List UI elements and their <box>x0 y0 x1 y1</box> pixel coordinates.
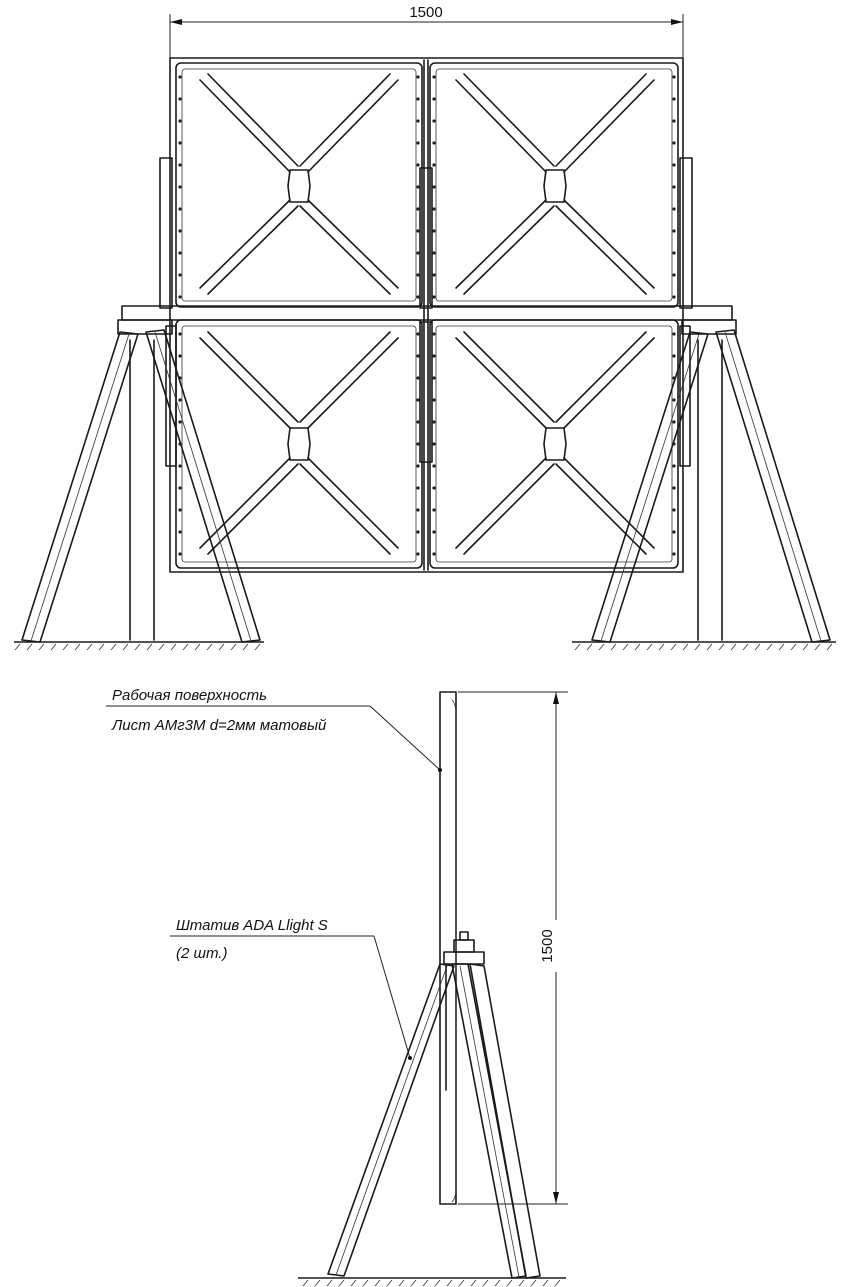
side-view <box>106 687 568 1286</box>
surface-note-line1: Рабочая поверхность <box>112 687 268 704</box>
side-tripod <box>328 964 540 1278</box>
rivet-row <box>432 75 675 298</box>
horizontal-crossbar <box>118 306 736 334</box>
rivet-row <box>178 332 419 555</box>
tripod-note-line2: (2 шт.) <box>176 945 228 962</box>
right-side-bracket <box>680 158 692 308</box>
panel-bottom-right <box>430 320 678 568</box>
tripod-mount-head <box>444 932 484 964</box>
width-dimension <box>170 4 683 60</box>
surface-leader-note <box>106 687 442 772</box>
panel-top-left <box>176 63 422 307</box>
rivet-row <box>178 75 419 298</box>
tripod-note-line1: Штатив ADA Llight S <box>176 917 328 934</box>
board-outer-frame <box>170 58 683 572</box>
panel-top-right <box>430 63 678 307</box>
surface-note-line2: Лист АМг3М d=2мм матовый <box>112 717 327 734</box>
panel-bottom-left <box>176 320 422 568</box>
left-tripod <box>22 330 260 642</box>
front-view <box>14 4 836 650</box>
height-dimension-label: 1500 <box>539 929 556 963</box>
width-dimension-label: 1500 <box>409 4 443 21</box>
tripod-leader-note <box>170 917 412 1060</box>
ground-line-side <box>298 1278 566 1286</box>
right-tripod <box>592 330 830 642</box>
ground-line-front <box>14 642 836 650</box>
